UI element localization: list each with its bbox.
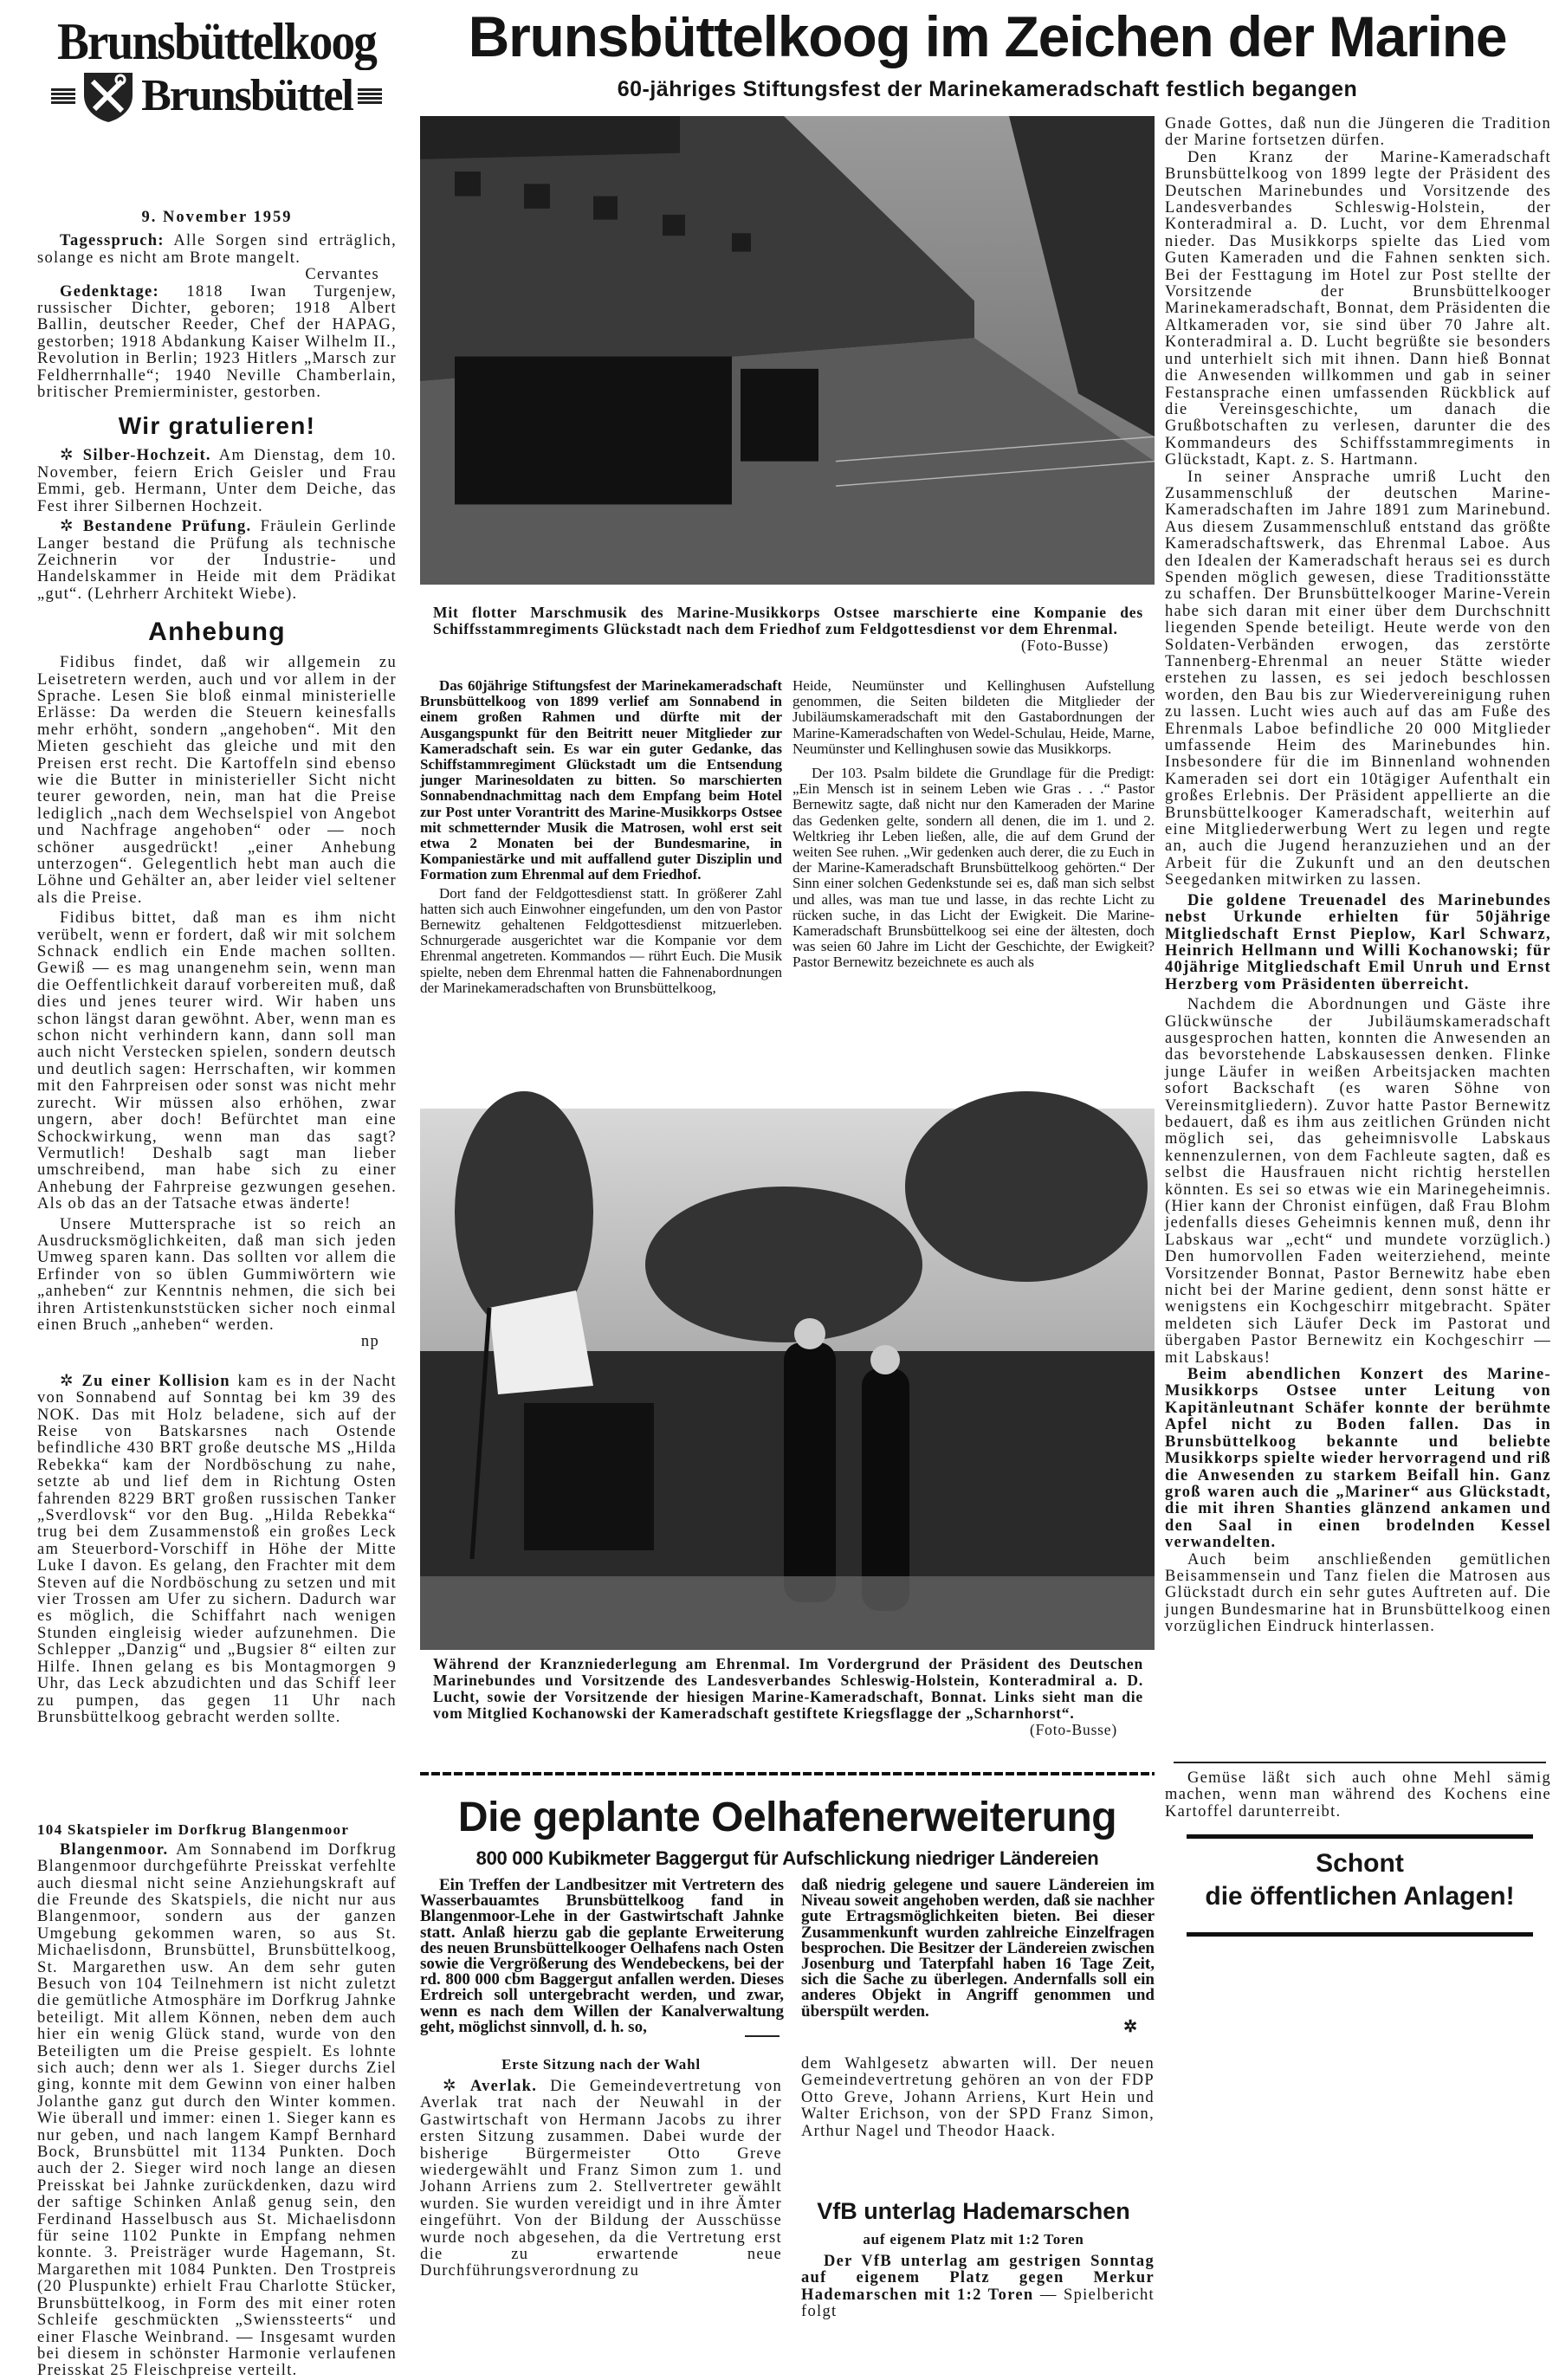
photo-marching-company (420, 116, 1155, 585)
masthead-line1: Brunsbüttelkoog (56, 13, 377, 70)
main-headline: Brunsbüttelkoog im Zeichen der Marine (468, 4, 1507, 68)
anhebung-signature: np (360, 1333, 379, 1351)
gedenktage: Gedenktage: 1818 Iwan Turgenjew, russischer Dichter, geboren; 1918 Albert Ballin, deutscher Reeder, Chef der HAPAG, gestorben; 1918 Abdankung Kaiser Wilhelm II., Revolution in Berlin; 1923 Hitlers „Marsch zur Feldherrnhalle“; 1940 Neville Chamberlain, britischer Premierminister, gestorben. (37, 282, 397, 402)
photo2-credit: (Foto-Busse) (1030, 1721, 1117, 1738)
star-icon: ✲ (60, 518, 83, 536)
marine-column-right (1165, 116, 1551, 1757)
marine-paragraph: Nachdem die Abordnungen und Gäste ihre Glückwünsche der Jubiläumskameradschaft ausgesprochen hatten, konnten die Anwesenden an das bevorstehende Labskausessen denken. Flinke junge Läufer in weißen Arbeitsjacken machten sofort Backschaft (es waren Söhne von Vereinsmitgliedern). Zuvor hatte Pastor Bernewitz bedauert, daß es ihm aus zeitlichen Gründen nicht möglich sei, das geheimnisvolle Labskaus kennenzulernen, von dem Fachleute sagten, daß es selbst die Hausfrauen nicht richtig herstellen könnten. Es sei so etwas wie ein Marinegeheimnis. (Hier kann der Chronist einfügen, daß Frau Blohm jedenfalls dieses Geheimnis kennen muß, denn ihr Labskaus war „echt“ und mundete vorzüglich.) Den humorvollen Faden weiterziehend, meinte Vorsitzender Bonnat, Pastor Bernewitz habe eben nicht bei der Marine gedient, denn sonst hätte er wenigstens ein Kochgeschirr mitgebracht. Später meldeten sich Läufer Deck im Pastorat und übergaben Pastor Bernewitz ein Kochgeschirr — mit Labskaus! (1165, 996, 1551, 1367)
divider (1174, 1762, 1546, 1763)
star-icon: ✲ (1123, 2017, 1137, 2036)
marine-paragraph: Heide, Neumünster und Kellinghusen Aufstellung genommen, die Seiten bildeten die Mitglieder der Jubiläumskameradschaft mit den Gastabordnungen der Marine-Kameradschaften von Wedel-Schulau, Heide, Marne, Neumünster und Kellinghusen sowie das Musikkorps. (792, 677, 1155, 757)
marine-paragraph: Der 103. Psalm bildete die Grundlage für die Predigt: „Ein Mensch ist in seinem Leben wie Gras . . .“ Pastor Bernewitz sagte, daß nicht nur den Kameraden der Marine das Gedenken gelte, sondern all denen, die im 1. und 2. Weltkrieg ihr Leben ließen, alle, die auf dem Grund der weiten See ruhen. „Wir gedenken auch derer, die zu Euch in der Marine-Kameradschaft Brunsbüttelkoog gehörten.“ Der Sinn einer solchen Gedenkstunde sei es, daß man sich selbst und alles, was man tue und lasse, in das rechte Licht zu rücken suche, in das Licht der Ewigkeit. Die Marine-Kameradschaft Brunsbüttelkoog sei eine der ältesten, doch was seien 60 Jahre im Licht der Geschichte, der Ewigkeit? Pastor Bernewitz bezeichnete es auch als (792, 765, 1155, 971)
sitzung-column-2: dem Wahlgesetz abwarten will. Der neuen Gemeindevertretung gehören an von der FDP Otto Greve, Johann Arriens, Kurt Hein und Walter Erichson, von der SPD Franz Simon, Arthur Nagel und Theodor Haack. (801, 2055, 1155, 2140)
marine-paragraph: Gnade Gottes, daß nun die Jüngeren die Tradition der Marine fortsetzen dürfen. (1165, 115, 1551, 150)
marine-column-2 (792, 678, 1155, 971)
main-subheadline: 60-jähriges Stiftungsfest der Marinekameradschaft festlich begangen (617, 77, 1358, 101)
anhebung-paragraph: Fidibus bittet, daß man es ihm nicht verübelt, wenn er fordert, daß wir mit solchem Schnack endlich ein Ende machen sollten. Gewiß — es mag unangenehm sein, wenn man die Oeffentlichkeit darauf vorbereiten muß, daß dies und jenes teurer wird. Wir haben uns schon längst daran gewöhnt. Aber, wenn man es schon nicht verhindern kann, dann soll man auch nicht Verstecken spielen, sondern deutsch und deutlich sagen: Herrschaften, wir kommen mit den Fahrpreisen oder sonst was nicht mehr zurecht. Wir müssen also erhöhen, zwar ungern, aber doch! Befürchtet man eine Schockwirkung, wenn man das sagt? Vermutlich! Deshalb sagt man lieber umschreibend, man habe sich zu einer Anhebung der Fahrpreise gezwungen gesehen. Als ob das an der Tatsache etwas änderte! (37, 909, 397, 1213)
oelhafen-headline: Die geplante Oelhafenerweiterung (457, 1795, 1117, 1840)
marine-paragraph: In seiner Ansprache umriß Lucht den Zusammenschluß der deutschen Marine-Kameradschaften im Jahre 1891 zum Marinebund. Aus diesem Zusammenschluß entstand das größte Kameradschaftswerk, das Ehrenmal Laboe. Aus den Idealen der Kameradschaft heraus sei es durch Spenden möglich gewesen, diese Traditionsstätte zu schaffen. Der Brunsbüttelkooger Marine-Verein habe sich daran mit einer über dem Durchschnitt liegenden Spende beteiligt. Heute werde von den Soldaten-Verbänden erwogen, das zerstörte Tannenberg-Ehrenmal an neuer Stätte wieder erstehen zu lassen, es sei jedoch beschlossen worden, den Bau bis zur Wiedervereinigung ruhen zu lassen. Lucht wies auch auf das am Fuße des Ehrenmals Laboe befindliche 20 000 Mitglieder umfassende Heim des Marinebundes hin. Insbesondere für die im Binnenland wohnenden Kameraden sei dort ein 10tägiger Aufenthalt ein großes Erlebnis. Der Präsident appellierte an die Brunsbüttelkooger Kameradschaft, weiterhin auf eine Mitgliederwerbung Wert zu legen und regte an, auch die Jugend heranzuziehen und an der Arbeit für die Zukunft und an den deutschen Seegedanken mitwirken zu lassen. (1165, 468, 1551, 889)
notice-line2: die öffentlichen Anlagen! (1205, 1882, 1515, 1911)
sitzung-heading: Erste Sitzung nach der Wahl (501, 2056, 701, 2073)
photo2-caption: Während der Kranzniederlegung am Ehrenmal. Im Vordergrund der Präsident des Deutschen Marinebundes und Vorsitzende des Landesverbandes Schleswig-Holstein, Konteradmiral a. D. Lucht, sowie der Vorsitzende der hiesigen Marine-Kameradschaft, Bonnat. Links sieht man die vom Mitglied Kochanowski der Kameradschaft gestiftete Kriegsflagge der „Scharnhorst“. (Foto-Busse) (433, 1655, 1143, 1738)
kitchen-tip: Gemüse läßt sich auch ohne Mehl sämig machen, wenn man während des Kochens eine Kartoffel darunterreibt. (1165, 1769, 1551, 1821)
vfb-article: Der VfB unterlag am gestrigen Sonntag auf eigenem Platz gegen Merkur Hademarschen mit 1:2 Toren — Spielbericht folgt (801, 2253, 1155, 2321)
anhebung-heading: Anhebung (148, 618, 286, 647)
gratulation-item: ✲ Silber-Hochzeit. Am Dienstag, dem 10. November, feiern Erich Geisler und Frau Emmi, geb. Hermann, Unter dem Deiche, das Fest ihrer Silbernen Hochzeit. (37, 447, 397, 515)
photo1-credit: (Foto-Busse) (1021, 637, 1109, 654)
marine-paragraph: Dort fand der Feldgottesdienst statt. In größerer Zahl hatten sich auch Einwohner eingefunden, um den von Pastor Bernewitz gehaltenen Feldgottesdienst mitzuerleben. Schnurgerade ausgerichtet war die Kompanie vor dem Ehrenmal angetreten. Kommandos — rührt Euch. Die Musik spielte, neben dem Ehrenmal hatten die Fahnenabordnungen der Marinekameradschaften von Brunsbüttelkoog, (420, 884, 782, 996)
oelhafen-column-1: Ein Treffen der Landbesitzer mit Vertretern des Wasserbauamtes Brunsbüttelkoog fand in Blangenmoor-Lehe in der Gastwirtschaft Jahnke statt. Anlaß hierzu gab die geplante Erweiterung des neuen Brunsbüttelkooger Oelhafens nach Osten sowie die Vergrößerung des Wendebeckens, bei der rd. 800 000 cbm Baggergut anfallen werden. Dieses Erdreich soll untergebracht werden, und zwar, wenn es nach dem Willen der Kanalverwaltung geht, möglichst sinnvoll, d. h. so, (420, 1876, 784, 2036)
divider (420, 1772, 1155, 1775)
marine-concert: Beim abendlichen Konzert des Marine-Musikkorps Ostsee unter Leitung von Kapitänleutnant Schäfer konnte der berühmte Apfel nicht zu Boden fallen. Das in Brunsbüttelkoog bekannte und beliebte Musikkorps spielte wieder hervorragend und riß die Anwesenden zu starkem Beifall hin. Ganz groß waren auch die „Mariner“ aus Glückstadt, die mit ihren Shanties glänzend ankamen und den Saal in einen brodelnden Kessel verwandelten. (1165, 1366, 1551, 1552)
marine-lead: Das 60jährige Stiftungsfest der Marinekameradschaft Brunsbüttelkoog von 1899 verlief am Sonnabend in einem großen Rahmen und dürfte mit der Ausgangspunkt für den Beitritt neuer Mitglieder zur Kameradschaft sein. Es war ein guter Gedanke, das Schiffstammregiment Glückstadt um die Entsendung junger Marinesoldaten zu bitten. So marschierten Sonnabendnachmittag nach dem Empfang beim Hotel zur Post unter Vorantritt des Marine-Musikkorps Ostsee mit schmetternder Musik die Matrosen, wohl erst seit etwa 2 Monaten bei der Bundesmarine, in Kompaniestärke und mit auffallend guter Disziplin und Formation zum Ehrenmal auf dem Friedhof. (420, 677, 782, 883)
vfb-subheadline: auf eigenem Platz mit 1:2 Toren (863, 2231, 1084, 2247)
anhebung-paragraph: Unsere Muttersprache ist so reich an Ausdrucksmöglichkeiten, daß man sich jeden Umweg sparen kann. Das sollten vor allem die Erfinder von so üblen Gummiwörtern wie „anheben“ zur Kenntnis nehmen, die sich bei ihren Artistenkunststücken sicher noch einmal einen Bruch „anheben“ werden. (37, 1215, 397, 1334)
marine-paragraph: Auch beim anschließenden gemütlichen Beisammensein und Tanz fielen die Matrosen aus Glückstadt durch ein sehr gutes Auftreten auf. Die jungen Bundesmarine hat in Brunsbüttelkoog einen vorzüglichen Eindruck hinterlassen. (1165, 1550, 1551, 1636)
kollision-article: ✲ Zu einer Kollision kam es in der Nacht von Sonnabend auf Sonntag bei km 39 des NOK. Das mit Holz beladene, sich auf der Reise von Batskarsnes nach Ostende befindliche 430 BRT große deutsche MS „Hilda Rebekka“ kam der Nordböschung zu nahe, setzte ab und lief dem in Richtung Osten fahrenden 8229 BRT großen russischen Tanker „Sverdlovsk“ vor den Bug. „Hilda Rebekka“ trug bei dem Zusammenstoß ein großes Leck am Steuerbord-Vorschiff in Höhe der Mitte Luke I davon. Es gelang, den Frachter mit dem Steven auf die Nordböschung zu setzen und mit vier Trossen am Ufer zu sichern. Dadurch war es möglich, die Schiffahrt nach wenigen Stunden eingleisig wieder aufzunehmen. Die Schlepper „Danzig“ und „Bugsier 8“ eilten zur Hilfe. Ihnen gelang es bis Montagmorgen 9 Uhr, das Leck abzudichten und das Schiff leer zu pumpen, das gegen 11 Uhr nach Brunsbüttelkoog gebracht werden sollte. (37, 1372, 397, 1726)
gratulation-item: ✲ Bestandene Prüfung. Fräulein Gerlinde Langer bestand die Prüfung als technische Zeichnerin vor der Industrie- und Handelskammer in Heide mit dem Prädikat „gut“. (Lehrherr Architekt Wiebe). (37, 518, 397, 603)
star-icon: ✲ (443, 2078, 470, 2095)
marine-column-1 (420, 678, 782, 996)
vfb-headline: VfB unterlag Hademarschen (817, 2198, 1130, 2224)
sitzung-column-1: ✲ Averlak. Die Gemeindevertretung von Averlak trat nach der Neuwahl in der Gastwirtschaft von Hermann Jacobs zu ihrer ersten Sitzung zusammen. Dabei wurde der bisherige Bürgermeister Otto Greve wiedergewählt und Franz Simon zum 1. und Johann Arriens zum 2. Stellvertreter gewählt wurden. Sie wurden vereidigt und in ihre Ämter eingeführt. Von der Bildung der Ausschüsse wurde noch abgesehen, da die Vertretung erst die zu erwartende neue Durchführungsverordnung zu (420, 2078, 782, 2280)
gratulation-heading: Wir gratulieren! (118, 412, 316, 440)
marine-awards: Die goldene Treuenadel des Marinebundes nebst Urkunde erhielten für 50jährige Mitgliedschaft Ernst Pieplow, Karl Schwarz, Heinrich Hellmann und Willi Kochanowski; für 40jährige Mitgliedschaft Emil Unruh und Ernst Herzberg vom Präsidenten überreicht. (1165, 891, 1551, 993)
tagesspruch: Tagesspruch: Alle Sorgen sind erträglich, solange es nicht am Brote mangelt. (37, 232, 397, 267)
anhebung-paragraph: Fidibus findet, daß wir allgemein zu Leisetretern werden, auch und vor allem in der Sprache. Lesen Sie bloß einmal ministerielle Erlässe: Da werden die Steuern keinesfalls mehr erhöht, sondern „angehoben“. Mit den Mieten geschieht das gleiche und mit den Preisen erst recht. Die Kartoffeln sind ebenso wie die Butter in ministerieller Sicht nicht teurer geworden, nein, man hat die Preise lediglich „nach dem Wechselspiel von Angebot und Nachfrage angehoben“ oder — noch schöner ausgedrückt! „einer Anhebung unterzogen“. Gelegentlich hebt man auch die Löhne und Gehälter an, aber leider viel seltener als die Preise. (37, 654, 397, 907)
left-column (37, 209, 397, 2380)
photo-wreath-laying (420, 1109, 1155, 1650)
notice-box (1187, 1834, 1533, 1937)
star-icon: ✲ (60, 447, 83, 465)
notice-line1: Schont (1316, 1849, 1404, 1878)
tagesspruch-author: Cervantes (305, 266, 379, 284)
anchor-shield-icon (81, 69, 136, 123)
skat-article: Blangenmoor. Am Sonnabend im Dorfkrug Blangenmoor durchgeführte Preisskat verfehlte auch diesmal nicht seine Anziehungskraft auf die Freunde des Skatspiels, die nicht nur aus Blangenmoor, sondern aus der ganzen Umgebung gekommen waren, so aus St. Michaelisdonn, Brunsbüttel, Brunsbüttelkoog, St. Margarethen usw. An dem sehr guten Besuch von 104 Teilnehmern ist nicht zuletzt die gemütliche Atmosphäre im Dorfkrug Jahnke beteiligt. Mit allem Können, neben dem auch hier ein wenig Glück stand, wurde von den Beteiligten um die Preise gespielt. Es lohnte sich auch; denn wer als 1. Sieger durchs Ziel ging, konnte mit dem Gewinn von einer halben Jolanthe ganz gut durch den Winter kommen. Wie überall und immer: einen 1. Sieger kann es nur geben, und nach langem Kampf Bernhard Bock, Brunsbüttel mit 1134 Punkten. Doch auch der 2. Sieger wird noch lange an diesen Preisskat bei Jahnke zurückdenken, dazu wird der saftige Schinken Anlaß genug sein, den Ferdinand Hasselbusch aus St. Michaelisdonn für seine 1102 Punkte in Empfang nehmen konnte. 3. Preisträger wurde Hagemann, St. Margarethen mit 1084 Punkten. Den Trostpreis (20 Pluspunkte) erhielt Frau Charlotte Stücker, Brunsbüttelkoog, in Form des mit einer roten Schleife geschmückten „Swienssteerts“ und einer Flasche Weinbrand. — Insgesamt wurden bei diesem in schönster Harmonie verlaufenen Preisskat 25 Fleischpreise verteilt. (37, 1840, 397, 2380)
masthead-line2: Brunsbüttel (141, 71, 353, 120)
star-icon: ✲ (60, 1372, 82, 1390)
masthead (35, 13, 398, 128)
marine-paragraph: Den Kranz der Marine-Kameradschaft Brunsbüttelkoog von 1899 legte der Präsident des Deutschen Marinebundes und Vorsitzende des Landesverbandes Schleswig-Holstein, der Konteradmiral a. D. Lucht, vor dem Ehrenmal nieder. Das Musikkorps spielte das Lied vom Guten Kameraden und die Fahnen senkten sich. Bei der Festtagung im Hotel zur Post stellte der Vorsitzende der Brunsbüttelkooger Marinekameradschaft, Bonnat, dem Präsidenten die Altkameraden vor, sie sind über 70 Jahre alt. Konteradmiral a. D. Lucht begrüßte sie besonders und unterhielt sich mit ihnen. Dann hieß Bonnat die Anwesenden willkommen und gab in seiner Festansprache einen umfassenden Rückblick auf die Vereinsgeschichte, um danach die Grußbotschaften zu verlesen, darunter die des Kommandeurs des Schiffsstammregiments in Glückstadt, Kapt. z. S. Hartmann. (1165, 148, 1551, 469)
photo1-caption: Mit flotter Marschmusik des Marine-Musikkorps Ostsee marschierte eine Kompanie des Schiffsstammregiments Glückstadt nach dem Friedhof zum Feldgottesdienst vor dem Ehrenmal. (Foto-Busse) (433, 604, 1143, 654)
oelhafen-subheadline: 800 000 Kubikmeter Baggergut für Aufschlickung niedriger Ländereien (475, 1847, 1099, 1869)
divider (745, 2035, 780, 2037)
skat-heading: 104 Skatspieler im Dorfkrug Blangenmoor (37, 1821, 350, 1839)
oelhafen-column-2: daß niedrig gelegene und sauere Ländereien im Niveau soweit angehoben werden, daß sie nachher gute Ertragsmöglichkeiten bieten. Bei dieser Zusammenkunft wurden zahlreiche Einzelfragen besprochen. Die Besitzer der Ländereien zwischen Josenburg und Taterpfahl haben 16 Tage Zeit, sich die Sache zu überlegen. Andernfalls soll ein anderes Objekt in Angriff genommen und überspült werden. ✲ (801, 1876, 1155, 2036)
issue-date: 9. November 1959 (141, 209, 293, 226)
